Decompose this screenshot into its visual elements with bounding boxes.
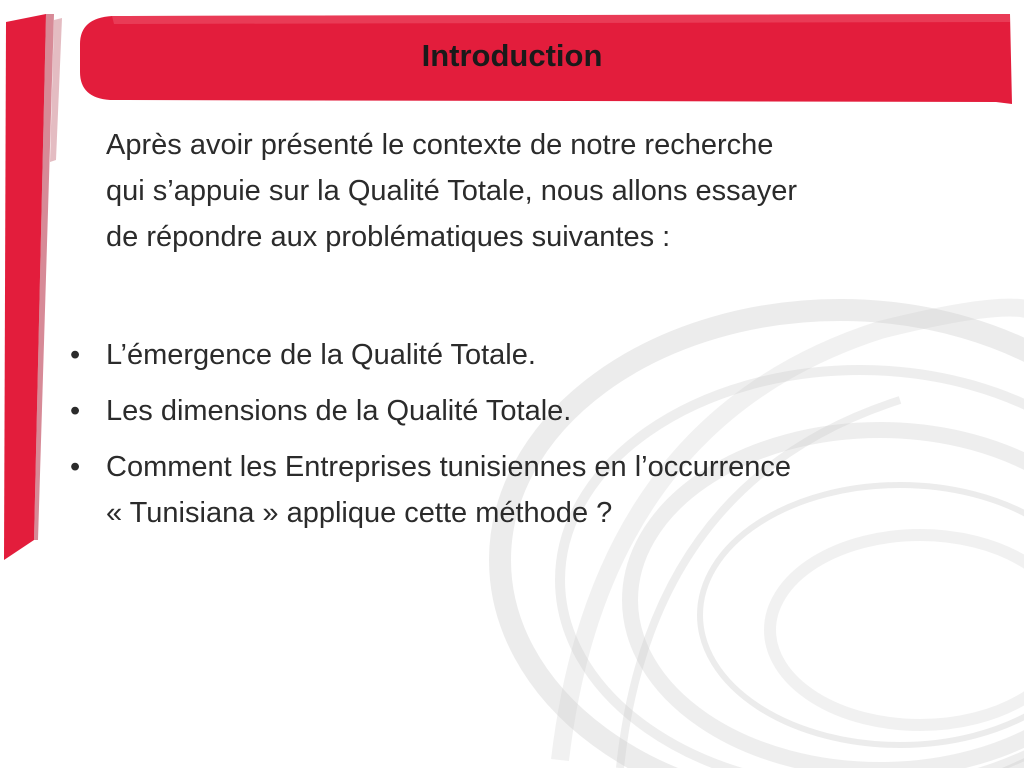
list-item xyxy=(70,388,990,434)
bullet-text: Les dimensions de la Qualité Totale. xyxy=(106,395,572,427)
bullet-icon: • xyxy=(70,395,81,427)
list-item xyxy=(70,444,990,536)
bullet-icon: • xyxy=(70,339,81,371)
slide-title: Introduction xyxy=(421,38,603,73)
bullet-text: Comment les Entreprises tunisiennes en l’occurrence « Tunisiana » applique cette méthode ? xyxy=(106,451,792,529)
bullet-text: L’émergence de la Qualité Totale. xyxy=(106,339,536,371)
intro-paragraph: Après avoir présenté le contexte de notre recherche qui s’appuie sur la Qualité Totale, nous allons essayer de répondre aux problématiques suivantes : xyxy=(106,129,798,253)
bullet-list xyxy=(70,332,990,546)
bullet-icon: • xyxy=(70,451,81,483)
list-item xyxy=(70,332,990,378)
